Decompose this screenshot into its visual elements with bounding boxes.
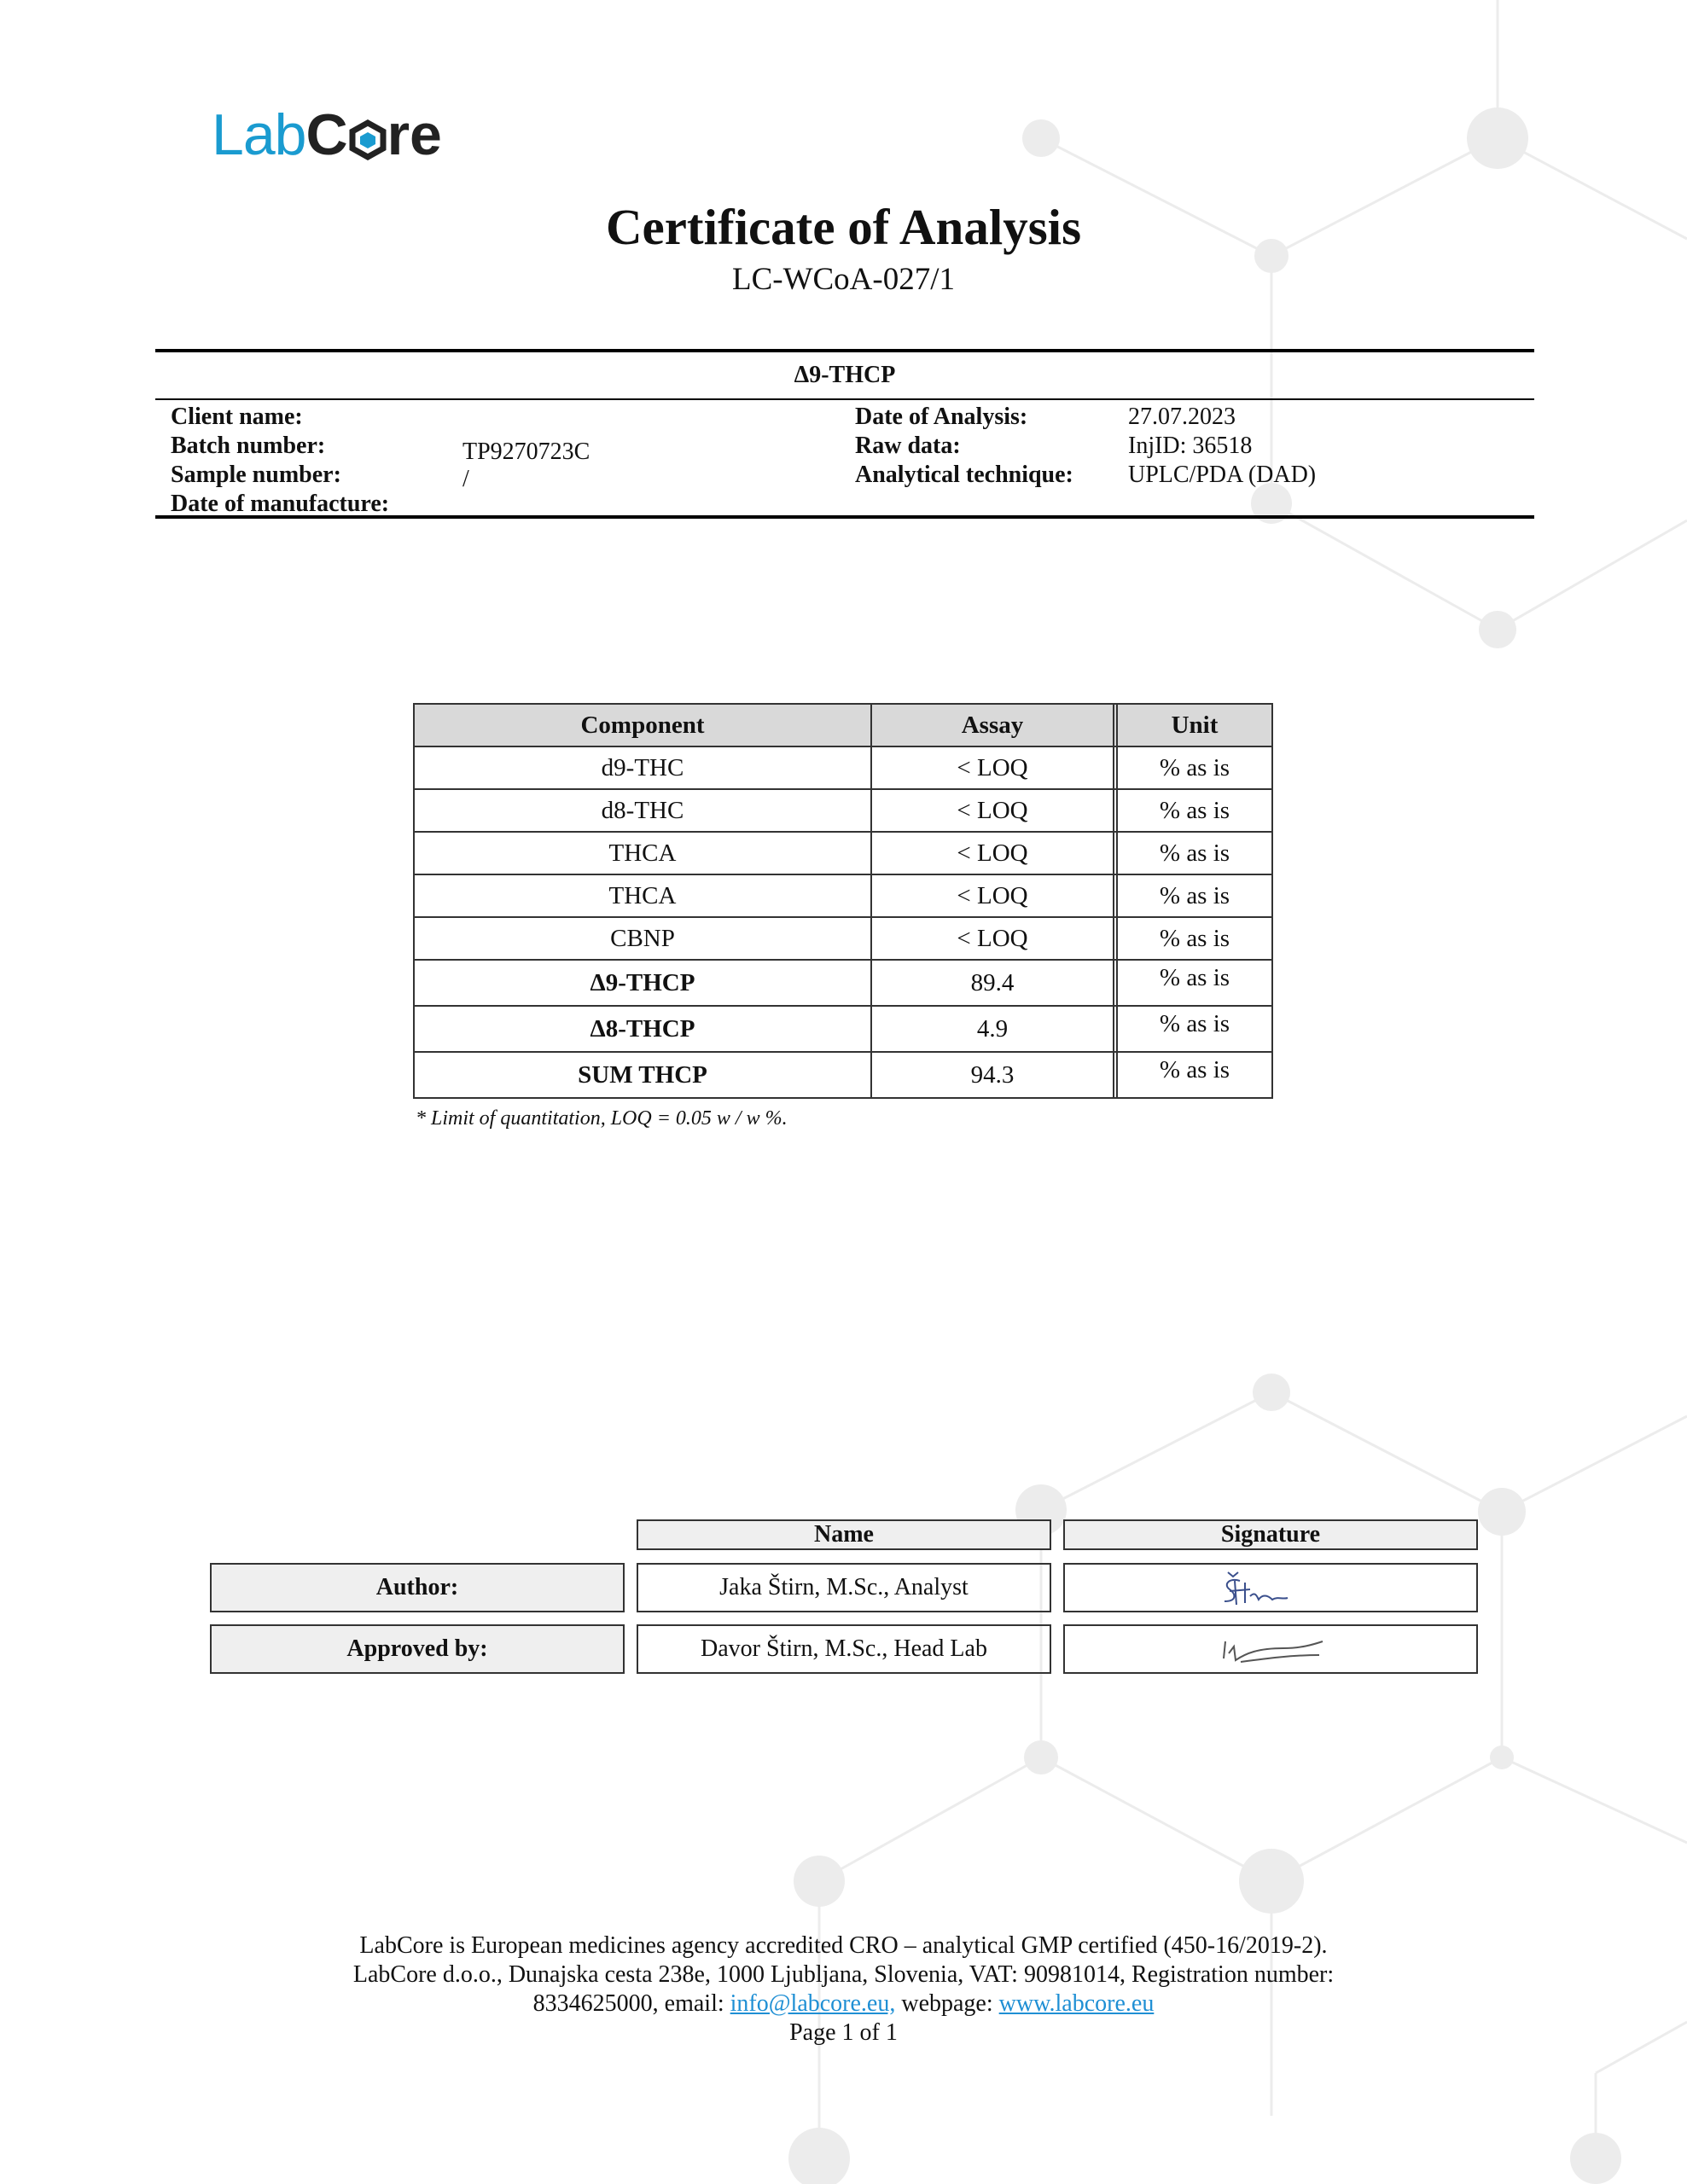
footer-accreditation: LabCore is European medicines agency accredited CRO – analytical GMP certified (450-16/2019-2). (359, 1932, 1328, 1959)
approved-by-label: Approved by: (210, 1624, 625, 1674)
footer-address: LabCore d.o.o., Dunajska cesta 238e, 1000 Ljubljana, Slovenia, VAT: 90981014, Registration number: (352, 1961, 1335, 1988)
assay-cell: < LOQ (871, 789, 1114, 832)
approver-signature-image (1207, 1628, 1335, 1670)
client-name-label: Client name: (171, 404, 303, 430)
footer-registration: 8334625000, email: (532, 1990, 724, 2017)
footer-contact-line (0, 1989, 1687, 2018)
analytical-technique-label: Analytical technique: (855, 462, 1073, 488)
unit-cell: % as is (1117, 1006, 1272, 1052)
batch-number-value: TP9270723C (462, 439, 590, 465)
assay-cell: < LOQ (871, 746, 1114, 789)
webpage-link[interactable]: www.labcore.eu (998, 1990, 1155, 2017)
unit-cell: % as is (1117, 746, 1272, 789)
table-row (414, 789, 1272, 832)
assay-cell: 89.4 (871, 960, 1114, 1006)
date-of-manufacture-label: Date of manufacture: (171, 491, 390, 517)
table-row (414, 1006, 1272, 1052)
raw-data-value: InjID: 36518 (1128, 433, 1253, 459)
logo-text-c: C (305, 102, 348, 167)
component-cell: CBNP (414, 917, 871, 960)
assay-cell: 4.9 (871, 1006, 1114, 1052)
date-of-analysis-label: Date of Analysis: (855, 404, 1028, 430)
unit-cell: % as is (1117, 874, 1272, 917)
raw-data-label: Raw data: (855, 433, 961, 459)
author-signature-image (1211, 1565, 1330, 1610)
author-signature-field (1063, 1563, 1478, 1612)
component-cell: Δ9-THCP (414, 960, 871, 1006)
table-row (414, 1052, 1272, 1098)
unit-cell: % as is (1117, 832, 1272, 874)
unit-cell: % as is (1117, 789, 1272, 832)
email-link[interactable]: info@labcore.eu, (730, 1990, 896, 2017)
author-label: Author: (210, 1563, 625, 1612)
column-header-assay: Assay (871, 704, 1114, 746)
name-column-header: Name (637, 1519, 1051, 1550)
signature-column-header: Signature (1063, 1519, 1478, 1550)
column-header-unit: Unit (1117, 704, 1272, 746)
footer-webpage-label: webpage: (901, 1990, 993, 2017)
sample-number-value: / (462, 466, 469, 492)
table-row (414, 832, 1272, 874)
component-cell: THCA (414, 832, 871, 874)
date-of-analysis-value: 27.07.2023 (1128, 404, 1236, 430)
document-number: LC-WCoA-027/1 (731, 262, 956, 297)
logo-text-lab: Lab (212, 102, 306, 167)
loq-footnote: * Limit of quantitation, LOQ = 0.05 w / w %. (416, 1107, 788, 1130)
approver-signature-field (1063, 1624, 1478, 1674)
page-footer (0, 1931, 1687, 2048)
table-row (414, 917, 1272, 960)
unit-cell: % as is (1117, 960, 1272, 1006)
document-title: Certificate of Analysis (605, 199, 1082, 255)
component-cell: THCA (414, 874, 871, 917)
component-cell: SUM THCP (414, 1052, 871, 1098)
table-row (414, 874, 1272, 917)
approver-name: Davor Štirn, M.Sc., Head Lab (637, 1624, 1051, 1674)
assay-cell: < LOQ (871, 874, 1114, 917)
sample-number-label: Sample number: (171, 462, 341, 488)
header-rule-middle (155, 398, 1534, 400)
assay-cell: < LOQ (871, 832, 1114, 874)
hexagon-logo-icon (349, 119, 387, 160)
component-cell: d8-THC (414, 789, 871, 832)
labcore-logo (212, 96, 442, 167)
component-cell: d9-THC (414, 746, 871, 789)
header-rule-top (155, 349, 1534, 352)
component-cell: Δ8-THCP (414, 1006, 871, 1052)
analytical-technique-value: UPLC/PDA (DAD) (1128, 462, 1317, 488)
assay-cell: < LOQ (871, 917, 1114, 960)
assay-cell: 94.3 (871, 1052, 1114, 1098)
logo-text-re: re (387, 102, 442, 167)
page-number: Page 1 of 1 (789, 2019, 898, 2046)
product-name: Δ9-THCP (794, 362, 896, 388)
header-rule-bottom (155, 515, 1534, 519)
unit-cell: % as is (1117, 1052, 1272, 1098)
table-row (414, 746, 1272, 789)
table-row (414, 960, 1272, 1006)
batch-number-label: Batch number: (171, 433, 326, 459)
results-table (413, 703, 1273, 1099)
column-header-component: Component (414, 704, 871, 746)
unit-cell: % as is (1117, 917, 1272, 960)
results-header-row (414, 704, 1272, 746)
author-name: Jaka Štirn, M.Sc., Analyst (637, 1563, 1051, 1612)
